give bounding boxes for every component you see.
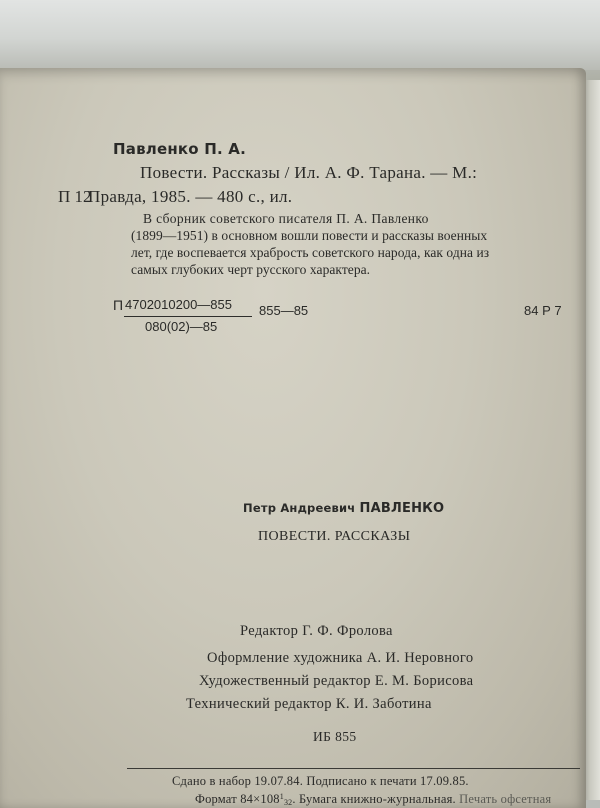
catalog-bbk: 84 Р 7 [524, 303, 562, 318]
print-method-text: Печать офсетная [459, 792, 552, 806]
annotation-line: лет, где воспевается храбрость советского народа, как одна из [131, 245, 490, 260]
catalog-description-line2: Правда, 1985. — 480 с., ил. [88, 187, 293, 206]
annotation-line: В сборник советского писателя П. А. Павленко [143, 211, 429, 226]
format-subscript: 32 [283, 798, 293, 807]
catalog-code-numerator: 4702010200—855 [125, 297, 232, 312]
book-title: ПОВЕСТИ. РАССКАЗЫ [258, 529, 411, 544]
catalog-code-denominator: 080(02)—85 [145, 319, 218, 334]
print-info-line1: Сдано в набор 19.07.84. Подписано к печати 17.09.85. [172, 774, 469, 788]
annotation-line: самых глубоких черт русского характера. [131, 262, 371, 277]
format-superscript: 1 [279, 792, 284, 801]
author-surname: ПАВЛЕНКО [359, 501, 445, 516]
credit-designer: Оформление художника А. И. Неровного [207, 650, 474, 666]
format-text: Формат 84×108 [195, 792, 280, 806]
credit-editor: Редактор Г. Ф. Фролова [240, 623, 393, 639]
paper-text: . Бумага книжно-журнальная. [292, 792, 456, 806]
ib-number: ИБ 855 [313, 729, 357, 744]
catalog-code-right: 855—85 [259, 303, 309, 318]
author-first-names: Петр Андреевич [243, 501, 356, 515]
catalog-code-letter: П [113, 297, 124, 313]
catalog-author: Павленко П. А. [113, 140, 246, 158]
catalog-description-line1: Повести. Рассказы / Ил. А. Ф. Тарана. — М.: [140, 163, 478, 182]
credit-art-editor: Художественный редактор Е. М. Борисова [199, 673, 474, 689]
imprint-divider [127, 768, 580, 769]
background-surface [0, 0, 600, 70]
print-info-line2 [195, 793, 551, 807]
catalog-code-fraction-rule [124, 316, 252, 317]
credit-tech-editor: Технический редактор К. И. Заботина [186, 696, 432, 712]
author-full-name [243, 502, 444, 515]
annotation-line: (1899—1951) в основном вошли повести и рассказы военных [131, 228, 488, 243]
catalog-class-mark: П 12 [58, 187, 92, 206]
